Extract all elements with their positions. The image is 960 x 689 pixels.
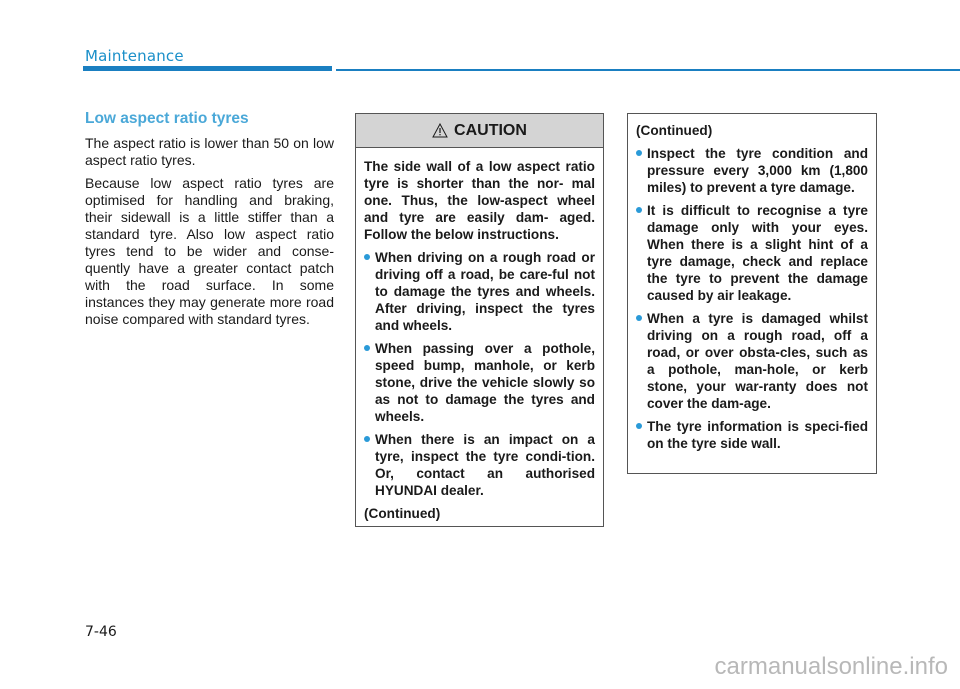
bullet-text: When driving on a rough road or driving off a road, be care-ful not to damage the tyres and wheels. After driving, inspect the tyres and wheels. — [375, 250, 595, 333]
low-aspect-heading: Low aspect ratio tyres — [85, 110, 249, 127]
bullet-dot-icon — [364, 436, 370, 442]
continued-label: (Continued) — [364, 506, 441, 521]
continuation-box — [627, 113, 877, 474]
caution-bullet — [364, 249, 595, 334]
caution-title: CAUTION — [454, 121, 527, 139]
bullet-dot-icon — [636, 423, 642, 429]
caution-header — [356, 114, 603, 148]
caution-box — [355, 113, 604, 527]
bullet-dot-icon — [636, 315, 642, 321]
header-rule-thin — [336, 69, 960, 71]
paragraph-2: Because low aspect ratio tyres are optimised for handling and braking, their sidewall is a little stiffer than a standard tyre. Also low aspect ratio tyres tend to be wider and conse-quently have a greater contact patch with the road surface. In some instances they may generate more road noise compared with standard tyres. — [85, 175, 334, 327]
caution-body — [356, 148, 603, 522]
page-number: 7-46 — [85, 624, 117, 640]
bullet-text: The tyre information is speci-fied on the tyre side wall. — [647, 419, 868, 451]
bullet-text: When passing over a pothole, speed bump, manhole, or kerb stone, drive the vehicle slowly so as not to damage the tyres and wheels. — [375, 341, 595, 424]
bullet-dot-icon — [636, 150, 642, 156]
watermark: carmanualsonline.info — [714, 653, 948, 680]
continuation-body — [628, 114, 876, 452]
continuation-bullet — [636, 145, 868, 196]
caution-bullet — [364, 340, 595, 425]
warning-triangle-icon — [432, 123, 448, 138]
bullet-text: When a tyre is damaged whilst driving on a rough road, off a road, or over obsta-cles, such as a pothole, man-hole, or kerb stone, your war-ranty does not cover the dam-age. — [647, 311, 868, 411]
header-rule-thick — [83, 66, 332, 71]
continuation-bullet — [636, 310, 868, 412]
bullet-text: When there is an impact on a tyre, inspect the tyre condi-tion. Or, contact an authorised HYUNDAI dealer. — [375, 432, 595, 498]
bullet-dot-icon — [364, 345, 370, 351]
continuation-bullet — [636, 202, 868, 304]
bullet-text: Inspect the tyre condition and pressure every 3,000 km (1,800 miles) to prevent a tyre damage. — [647, 146, 868, 195]
section-title: Maintenance — [85, 47, 184, 65]
continuation-bullet — [636, 418, 868, 452]
bullet-dot-icon — [636, 207, 642, 213]
paragraph-1: The aspect ratio is lower than 50 on low aspect ratio tyres. — [85, 135, 334, 168]
caution-bullet — [364, 431, 595, 499]
bullet-text: It is difficult to recognise a tyre damage only with your eyes. When there is a slight hint of a tyre damage, check and replace the tyre to prevent the damage caused by air leakage. — [647, 203, 868, 303]
continuation-label: (Continued) — [636, 123, 713, 138]
bullet-dot-icon — [364, 254, 370, 260]
left-column — [85, 110, 334, 334]
caution-intro: The side wall of a low aspect ratio tyre is shorter than the nor- mal one. Thus, the low-aspect wheel and tyre are easily dam- aged. Follow the below instructions. — [364, 159, 595, 242]
